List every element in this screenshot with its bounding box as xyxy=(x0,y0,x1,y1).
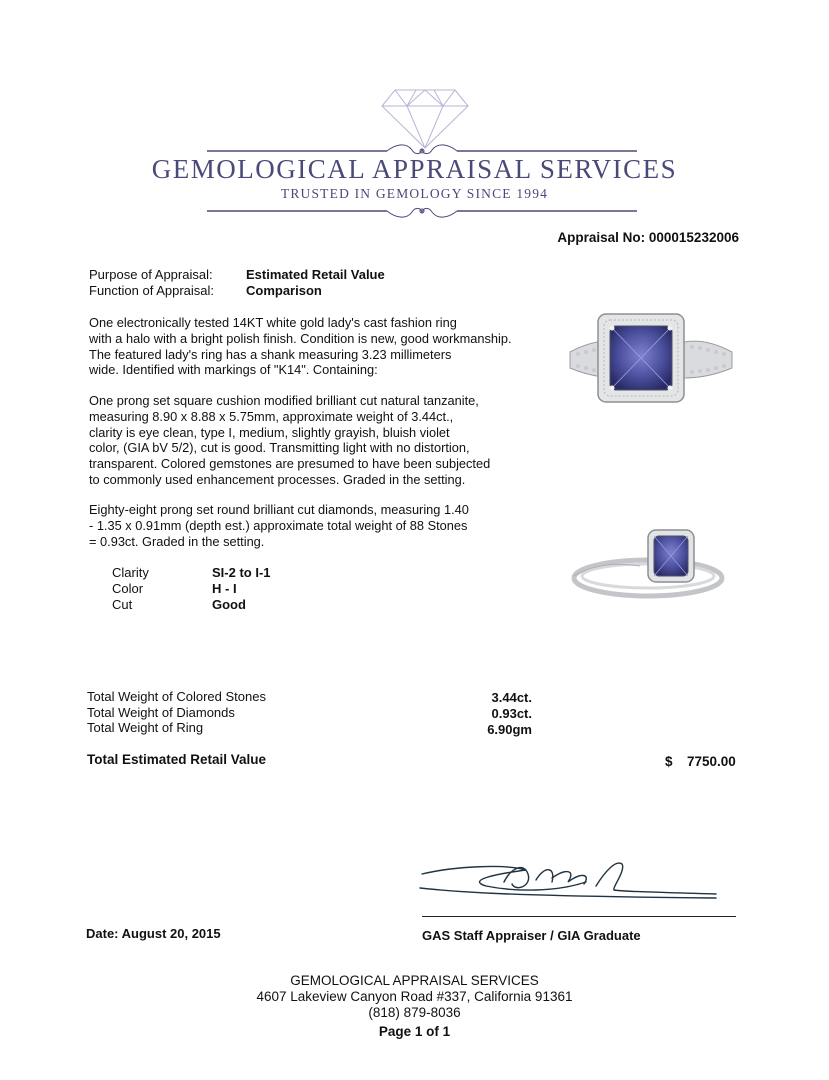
diamonds-description: Eighty-eight prong set round brilliant cut diamonds, measuring 1.40 - 1.35 x 0.91mm (depth est.) approximate total weight of 88 Stones = 0.93ct. Graded in the setting. xyxy=(89,502,469,549)
diamonds-weight-label: Total Weight of Diamonds xyxy=(87,705,235,720)
appraiser-signature xyxy=(416,852,726,912)
logo-bottom-flourish xyxy=(207,202,637,222)
diamonds-weight-value: 0.93ct. xyxy=(491,706,532,721)
purpose-label: Purpose of Appraisal: xyxy=(89,267,213,282)
signature-line xyxy=(422,916,736,917)
footer-phone: (818) 879-8036 xyxy=(368,1005,461,1020)
function-label: Function of Appraisal: xyxy=(89,283,215,298)
clarity-value: SI-2 to I-1 xyxy=(212,565,271,580)
ring-side-view-image xyxy=(570,526,740,606)
color-label: Color xyxy=(112,581,144,596)
company-tagline: TRUSTED IN GEMOLOGY SINCE 1994 xyxy=(280,186,549,201)
colored-stones-weight-label: Total Weight of Colored Stones xyxy=(87,689,266,704)
function-value: Comparison xyxy=(246,283,322,298)
appraiser-title: GAS Staff Appraiser / GIA Graduate xyxy=(422,928,641,943)
company-name: GEMOLOGICAL APPRAISAL SERVICES xyxy=(151,154,678,184)
ring-description: One electronically tested 14KT white gold lady's cast fashion ring with a halo with a bright polish finish. Condition is new, good workmanship. The featured lady's ring has a shank measuring 3.23 millimeters wide. Identified with markings of "K14". Containing: xyxy=(89,315,512,378)
gemstone-description: One prong set square cushion modified brilliant cut natural tanzanite, measuring 8.90 x 8.88 x 5.75mm, approximate weight of 3.44ct., clarity is eye clean, type I, medium, slightly grayish, bluish violet color, (GIA bV 5/2), cut is good. Transmitting light with no distortion, transparent. Colored gemstones are presumed to have been subjected to commonly used enhancement processes. Graded in the setting. xyxy=(89,393,491,487)
purpose-value: Estimated Retail Value xyxy=(246,267,385,282)
color-value: H - I xyxy=(212,581,237,596)
ring-weight-value: 6.90gm xyxy=(487,722,532,737)
retail-value-label: Total Estimated Retail Value xyxy=(87,752,267,767)
footer-address: 4607 Lakeview Canyon Road #337, California 91361 xyxy=(256,989,573,1004)
currency-symbol: $ xyxy=(665,754,673,769)
cut-value: Good xyxy=(212,597,246,612)
page-number: Page 1 of 1 xyxy=(378,1024,451,1039)
cut-label: Cut xyxy=(112,597,133,612)
appraisal-number: Appraisal No: 000015232006 xyxy=(557,230,739,245)
appraisal-date: Date: August 20, 2015 xyxy=(86,926,221,941)
ring-weight-label: Total Weight of Ring xyxy=(87,720,204,735)
ring-top-view-image xyxy=(566,308,736,408)
clarity-label: Clarity xyxy=(112,565,149,580)
footer-company: GEMOLOGICAL APPRAISAL SERVICES xyxy=(290,973,539,988)
retail-value-amount: 7750.00 xyxy=(687,754,736,769)
colored-stones-weight-value: 3.44ct. xyxy=(491,690,532,705)
